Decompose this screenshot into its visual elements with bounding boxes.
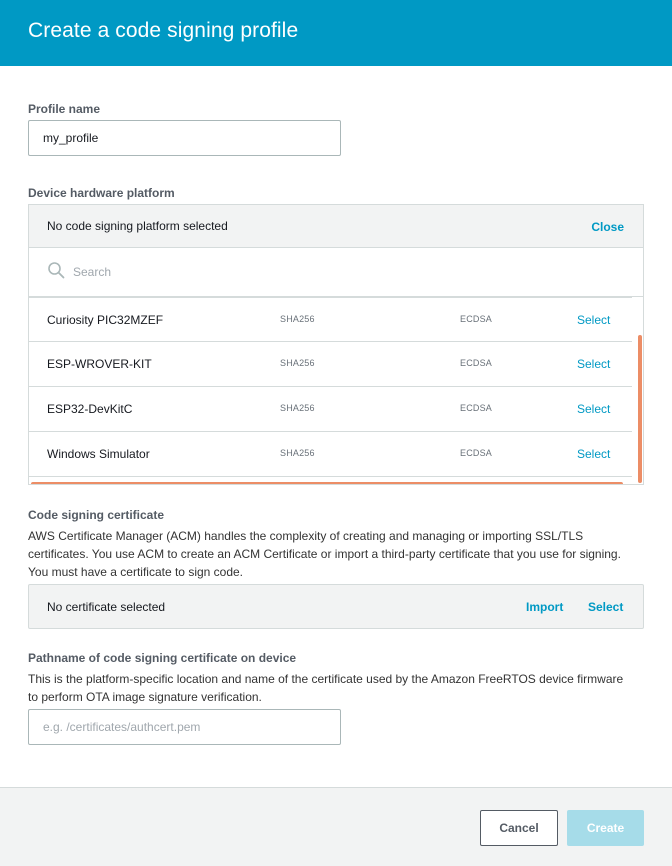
platform-signature-algorithm: ECDSA (460, 358, 493, 368)
platform-search-row (29, 248, 643, 297)
platform-select-link[interactable]: Select (577, 313, 611, 327)
platform-signature-algorithm: ECDSA (460, 448, 493, 458)
platform-close-link[interactable]: Close (591, 220, 624, 234)
platform-name: Windows Simulator (47, 447, 150, 461)
pathname-description: This is the platform-specific location and name of the certificate used by the Amazon FreeRTOS device firmware to perform OTA image signature verification. (28, 672, 624, 704)
platform-row (29, 297, 632, 342)
certificate-selected-text: No certificate selected (47, 600, 166, 614)
import-certificate-link[interactable]: Import (526, 600, 564, 614)
certificate-pathname-input[interactable] (28, 709, 341, 745)
platform-list (29, 297, 632, 477)
platform-select-link[interactable]: Select (577, 402, 611, 416)
platform-hash-algorithm: SHA256 (280, 448, 315, 458)
dialog-footer (0, 787, 672, 866)
profile-name-input[interactable] (28, 120, 341, 156)
platform-name: ESP32-DevKitC (47, 402, 133, 416)
platform-name: Curiosity PIC32MZEF (47, 313, 164, 327)
platform-selector-header (29, 205, 643, 248)
platform-hash-algorithm: SHA256 (280, 314, 315, 324)
platform-signature-algorithm: ECDSA (460, 314, 493, 324)
platform-row (29, 342, 632, 387)
select-certificate-link[interactable]: Select (588, 600, 624, 614)
platform-selector (28, 204, 644, 485)
platform-label: Device hardware platform (28, 186, 175, 200)
platform-signature-algorithm: ECDSA (460, 403, 493, 413)
certificate-label: Code signing certificate (28, 508, 165, 522)
platform-horizontal-scrollbar[interactable] (31, 482, 623, 485)
create-button[interactable]: Create (567, 810, 644, 846)
platform-row (29, 432, 632, 477)
cancel-button[interactable]: Cancel (480, 810, 558, 846)
search-icon (47, 261, 65, 279)
certificate-description: AWS Certificate Manager (ACM) handles the complexity of creating and managing or importing SSL/TLS certificates. You use ACM to create an ACM Certificate or import a third-party certificate that you use for signing. You must have a certificate to sign code. (28, 529, 621, 579)
platform-vertical-scrollbar[interactable] (638, 335, 642, 483)
platform-hash-algorithm: SHA256 (280, 403, 315, 413)
platform-name: ESP-WROVER-KIT (47, 357, 152, 371)
dialog-title: Create a code signing profile (28, 19, 299, 42)
platform-search-input[interactable] (73, 258, 613, 286)
platform-hash-algorithm: SHA256 (280, 358, 315, 368)
platform-selected-text: No code signing platform selected (47, 219, 228, 233)
certificate-selector (28, 584, 644, 629)
dialog-header (0, 0, 672, 66)
profile-name-label: Profile name (28, 102, 101, 116)
pathname-label: Pathname of code signing certificate on device (28, 651, 297, 665)
platform-select-link[interactable]: Select (577, 357, 611, 371)
platform-row (29, 387, 632, 432)
platform-select-link[interactable]: Select (577, 447, 611, 461)
